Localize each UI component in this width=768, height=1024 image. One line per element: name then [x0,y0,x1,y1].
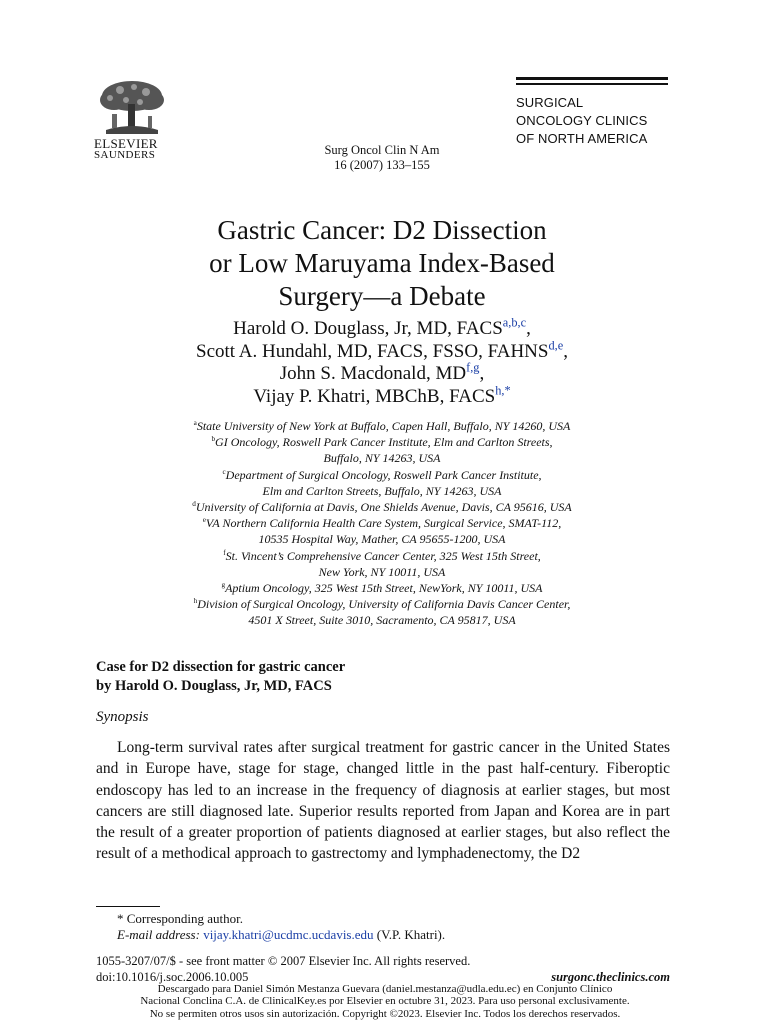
journal-website-link[interactable]: surgonc.theclinics.com [551,970,670,984]
author-affiliation-link[interactable]: h,* [495,383,511,398]
affiliation-line: St. Vincent’s Comprehensive Cancer Center, 325 West 15th Street, [225,548,541,563]
affiliation-mark: b [211,435,216,444]
affiliation [100,596,664,628]
affiliation-line: Aptium Oncology, 325 West 15th Street, NewYork, NY 10011, USA [225,581,543,596]
affiliation-line: GI Oncology, Roswell Park Cancer Institute, Elm and Carlton Streets, [215,435,553,450]
affiliation [100,548,664,580]
author-name: Harold O. Douglass, Jr, MD, FACS [233,318,503,339]
download-notice [80,983,690,1020]
author-affiliation-link[interactable]: f,g [466,360,480,375]
author [100,383,664,409]
synopsis-heading: Synopsis [96,709,149,725]
title-line: or Low Maruyama Index-Based [209,248,555,278]
affiliation-mark: c [222,467,226,476]
affiliation-mark: g [221,581,226,590]
journal-masthead [516,77,668,148]
doi[interactable]: doi:10.1016/j.soc.2006.10.005 [96,970,249,984]
masthead-thick-rule [516,77,668,80]
affiliation-mark: f [223,548,226,557]
journal-name [516,94,668,148]
affiliation-mark: d [192,500,196,509]
email-suffix: (V.P. Khatri). [376,927,446,942]
corresponding-author-note: * Corresponding author. [117,911,244,926]
affiliation-line: Division of Surgical Oncology, University of California Davis Cancer Center, [197,597,571,612]
affiliation [100,580,664,596]
download-notice-line: Descargado para Daniel Simón Mestanza Guevara (daniel.mestanza@udla.edu.ec) en Conjunto Clínico [157,983,613,995]
author-affiliation-link[interactable]: d,e [548,338,564,353]
author [100,360,664,386]
affiliation-line: Department of Surgical Oncology, Roswell Park Cancer Institute, [225,467,542,482]
email-link[interactable]: vijay.khatri@ucdmc.ucdavis.edu [203,927,374,942]
author-affiliation-link[interactable]: a,b,c [502,315,527,330]
affiliation [100,515,664,547]
publisher-imprint: SAUNDERS [94,149,156,161]
footnote-rule [96,906,160,907]
affiliation-line: New York, NY 10011, USA [318,564,446,579]
title-line: Gastric Cancer: D2 Dissection [217,215,547,245]
email-label: E-mail address: [117,927,200,942]
affiliation-line: 10535 Hospital Way, Mather, CA 95655-1200, USA [258,532,506,547]
elsevier-tree-icon [94,78,170,136]
synopsis-paragraph: Long-term survival rates after surgical treatment for gastric cancer in the United States and in Europe have, stage for stage, changed little in the past half-century. Fiberoptic endoscopy has led to an increase in the frequency of diagnosis at earlier stages, but most cancers are still diagnosed late. Superior results reported from Japan and Korea are in part the result of a greater proportion of patients diagnosed at earlier stages, but also reflect the result of a methodical approach to gastrectomy and lymphadenectomy, the D2 [96,739,670,863]
author-separator: , [563,340,568,362]
download-notice-line: No se permiten otros usos sin autorización. Copyright ©2023. Elsevier Inc. Todos los derechos reservados. [149,1007,621,1020]
author-name: John S. Macdonald, MD [279,363,467,384]
affiliation-line: State University of New York at Buffalo, Capen Hall, Buffalo, NY 14260, USA [196,419,571,433]
author-name: Vijay P. Khatri, MBChB, FACS [253,385,496,407]
publisher-name: ELSEVIER [94,136,158,151]
affiliation [100,499,664,515]
affiliation [100,467,664,499]
publisher-logo [94,78,170,161]
article-title [100,214,664,313]
affiliation-mark: e [202,516,206,525]
volume-pages: 16 (2007) 133–155 [334,158,430,172]
affiliation-line: 4501 X Street, Suite 3010, Sacramento, CA 95817, USA [248,613,516,628]
author-separator: , [479,363,485,384]
section-heading-line: Case for D2 dissection for gastric cancer [96,659,346,675]
journal-name-line: SURGICAL [516,94,584,110]
masthead-thin-rule [516,83,668,85]
author [100,315,664,341]
affiliation-list [100,418,664,629]
author-name: Scott A. Hundahl, MD, FACS, FSSO, FAHNS [196,340,549,362]
title-line: Surgery—a Debate [278,281,486,311]
affiliation-mark: h [193,597,198,606]
affiliation-mark: a [193,419,197,427]
issn-copyright: 1055-3207/07/$ - see front matter © 2007 Elsevier Inc. All rights reserved. [96,954,471,968]
section-heading-line: by Harold O. Douglass, Jr, MD, FACS [96,678,332,694]
download-notice-line: Nacional Conclina C.A. de ClinicalKey.es por Elsevier en octubre 31, 2023. Para uso personal exclusivamente. [140,995,630,1008]
journal-name-line: OF NORTH AMERICA [516,130,648,146]
author-list [100,315,664,408]
affiliation-line: University of California at Davis, One Shields Avenue, Davis, CA 95616, USA [195,500,572,515]
affiliation-line: Elm and Carlton Streets, Buffalo, NY 14263, USA [262,483,502,498]
journal-abbrev: Surg Oncol Clin N Am [324,143,440,157]
author [100,338,664,364]
author-separator: , [526,318,531,339]
affiliation-line: VA Northern California Health Care System, Surgical Service, SMAT-112, [205,516,562,531]
affiliation-line: Buffalo, NY 14263, USA [323,451,441,466]
journal-citation [290,143,474,173]
email-footnote [117,927,445,943]
affiliation [100,418,664,434]
affiliation [100,434,664,466]
journal-name-line: ONCOLOGY CLINICS [516,112,648,128]
section-heading [96,658,668,696]
